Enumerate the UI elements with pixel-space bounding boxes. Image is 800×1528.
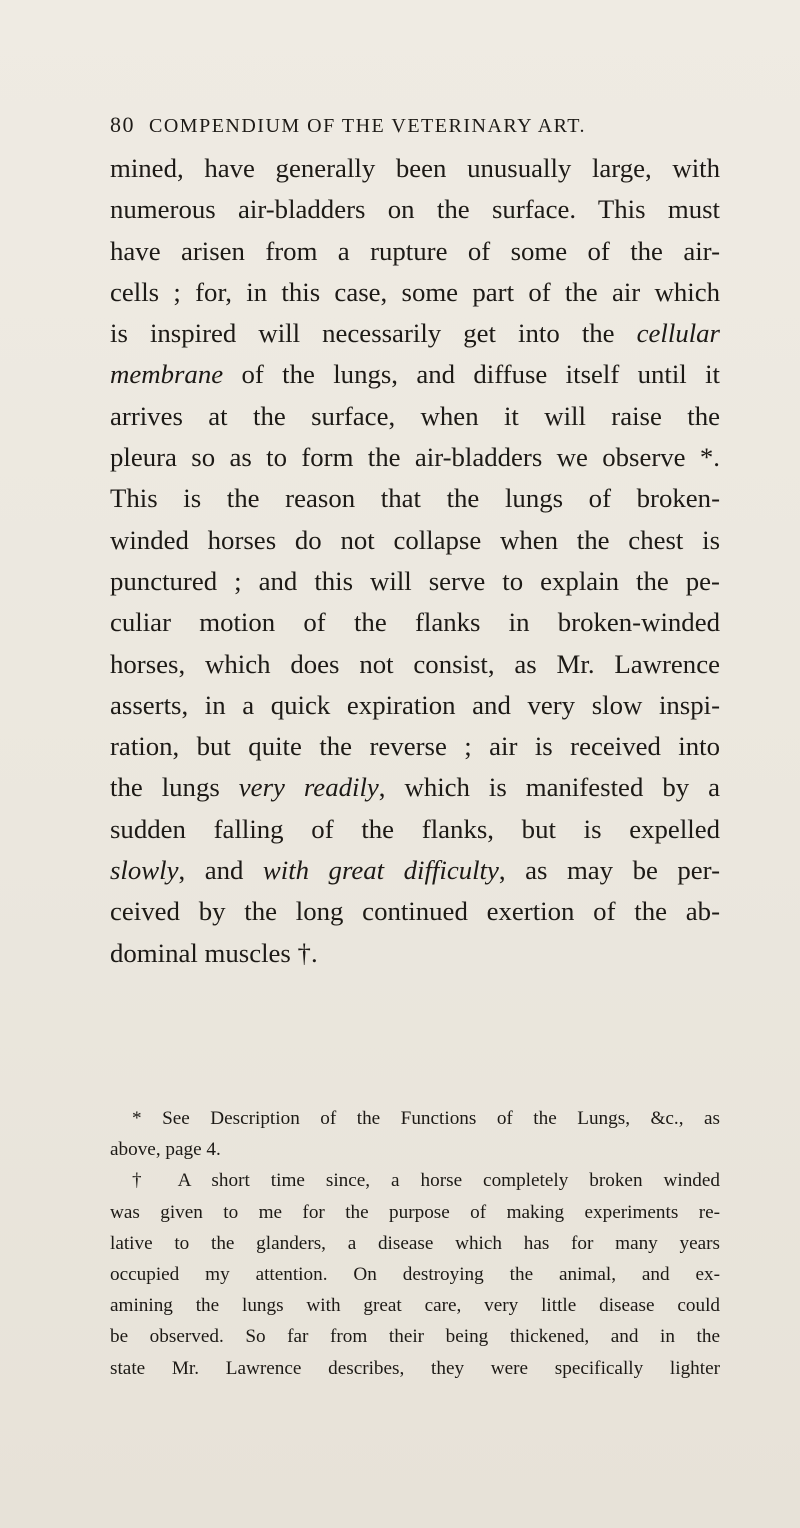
footnote-line: lative to the glanders, a disease which has for many years	[110, 1232, 720, 1254]
text-line: This is the reason that the lungs of broken-	[110, 483, 720, 514]
footnote-line: state Mr. Lawrence describes, they were specifically lighter	[110, 1357, 720, 1379]
text-line: asserts, in a quick expiration and very slow inspi-	[110, 689, 720, 720]
italic-with-great-difficulty: with great difficulty	[262, 855, 499, 886]
italic-very-readily: very readily	[238, 772, 379, 803]
running-header	[110, 112, 720, 142]
italic-membrane: membrane	[110, 359, 224, 390]
text-line: ration, but quite the reverse ; air is received into	[110, 731, 720, 762]
page-number: 80	[110, 112, 135, 137]
running-title: COMPENDIUM OF THE VETERINARY ART.	[149, 115, 587, 137]
footnote-line: † A short time since, a horse completely broken winded	[132, 1170, 720, 1192]
footnotes	[110, 1103, 720, 1384]
text-line: dominal muscles †.	[110, 937, 318, 968]
footnote-line: be observed. So far from their being thickened, and in the	[110, 1326, 720, 1348]
footnote-line: above, page 4.	[110, 1139, 221, 1161]
footnote-line: was given to me for the purpose of making experiments re-	[110, 1201, 720, 1223]
footnote-line: occupied my attention. On destroying the animal, and ex-	[110, 1263, 720, 1285]
text-line: have arisen from a rupture of some of the air-	[110, 235, 720, 266]
text-line: punctured ; and this will serve to explain the pe-	[110, 565, 720, 596]
text-line: mined, have generally been unusually large, with	[110, 153, 720, 183]
text-line: winded horses do not collapse when the chest is	[110, 524, 720, 555]
text-line: slowly, and with great difficulty, as may be per-	[110, 855, 720, 886]
text-line: ceived by the long continued exertion of the ab-	[110, 896, 720, 927]
text-line: arrives at the surface, when it will raise the	[110, 400, 720, 431]
text-line: numerous air-bladders on the surface. This must	[110, 194, 720, 225]
footnote-line: amining the lungs with great care, very little disease could	[110, 1295, 720, 1317]
italic-slowly: slowly	[110, 855, 179, 886]
italic-cellular: cellular	[636, 318, 720, 349]
main-text	[110, 148, 720, 974]
text-line: is inspired will necessarily get into the cellular	[110, 318, 720, 349]
text-line: cells ; for, in this case, some part of the air which	[110, 276, 720, 307]
text-line: culiar motion of the flanks in broken-winded	[110, 607, 720, 638]
footnote-line: * See Description of the Functions of the Lungs, &c., as	[132, 1108, 720, 1129]
text-line: sudden falling of the flanks, but is expelled	[110, 813, 720, 844]
text-line: pleura so as to form the air-bladders we observe *.	[110, 442, 720, 473]
text-line: the lungs very readily, which is manifested by a	[110, 772, 720, 803]
text-line: membrane of the lungs, and diffuse itself until it	[110, 359, 720, 390]
text-line: horses, which does not consist, as Mr. Lawrence	[110, 648, 720, 679]
